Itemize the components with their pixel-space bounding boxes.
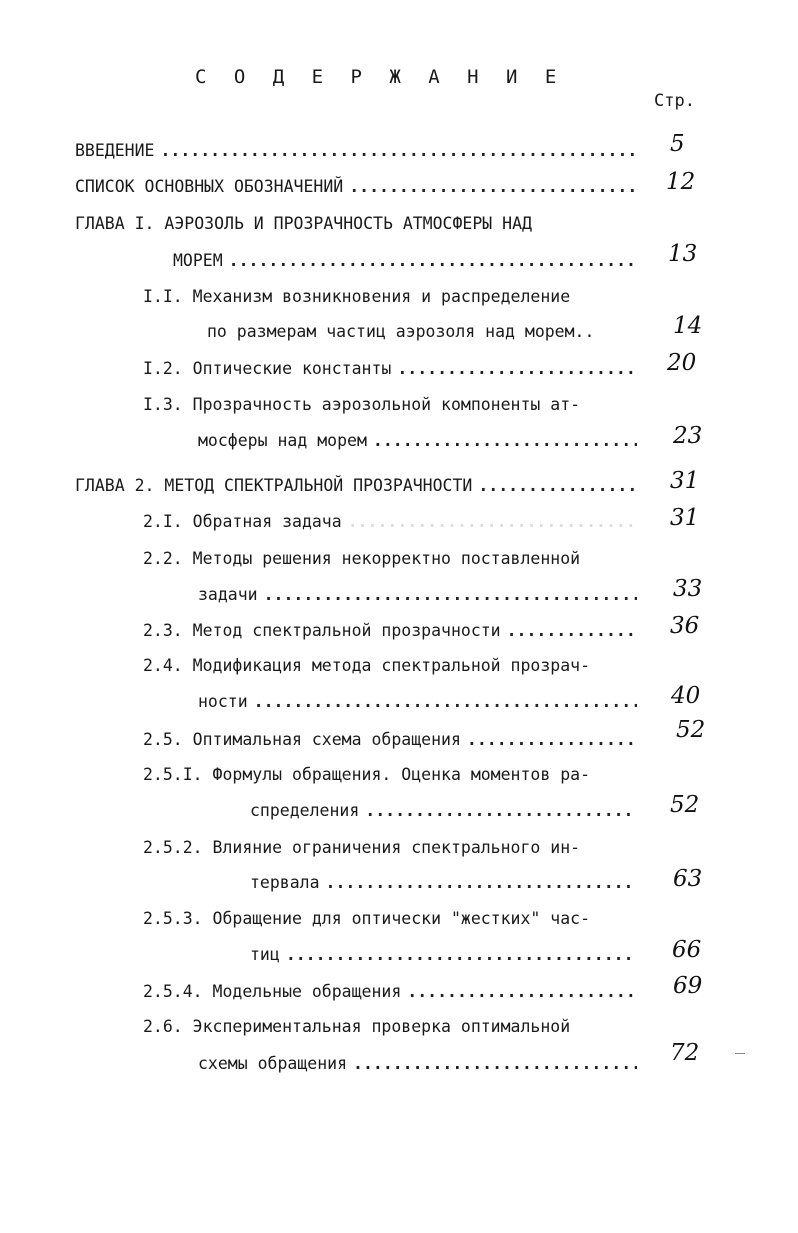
toc-entry-text: по размерам частиц аэрозоля над морем.. <box>207 322 595 341</box>
toc-entry-chapter-2 <box>75 476 637 495</box>
page-title: С О Д Е Р Ж А Н И Е <box>195 66 565 88</box>
toc-page-number: 20 <box>667 350 697 376</box>
toc-entry-text: 2.6. Экспериментальная проверка оптимальной <box>143 1017 571 1036</box>
toc-entry-1-3-line2 <box>198 431 637 450</box>
dot-leader <box>349 177 637 196</box>
toc-page-number: 33 <box>673 576 703 602</box>
toc-entry-1-3-line1 <box>143 395 580 414</box>
dot-leader <box>507 621 637 640</box>
toc-entry-1-1-line2 <box>207 322 594 341</box>
toc-entry-text: 2.5.4. Модельные обращения <box>143 982 402 1001</box>
toc-entry-2-1 <box>143 512 637 531</box>
toc-page-number: 52 <box>670 792 700 818</box>
toc-entry-2-5-1-line1 <box>143 765 590 784</box>
toc-entry-text: ВВЕДЕНИЕ <box>75 141 155 160</box>
toc-entry-text: задачи <box>198 585 258 604</box>
toc-entry-2-5-3-line1 <box>143 909 590 928</box>
toc-entry-1-1-line1 <box>143 287 570 306</box>
dot-leader <box>365 801 637 820</box>
dot-leader <box>286 945 637 964</box>
toc-entry-2-2-line2 <box>198 585 637 604</box>
dot-leader <box>264 585 637 604</box>
toc-entry-text: 2.I. Обратная задача <box>143 512 342 531</box>
toc-entry-2-5-4 <box>143 982 637 1001</box>
toc-page-number: 14 <box>673 313 703 339</box>
toc-entry-2-4-line2 <box>198 692 637 711</box>
dot-leader <box>407 982 637 1001</box>
toc-page-number: 72 <box>670 1040 700 1066</box>
toc-page-number: 40 <box>671 683 701 709</box>
toc-page-number: 63 <box>673 866 703 892</box>
toc-page-number: 52 <box>676 717 706 743</box>
toc-entry-text: ГЛАВА I. АЭРОЗОЛЬ И ПРОЗРАЧНОСТЬ АТМОСФЕРЫ НАД <box>75 214 532 233</box>
dot-leader <box>478 476 637 495</box>
dot-leader <box>229 251 637 270</box>
toc-page-number: 13 <box>668 241 698 267</box>
toc-entry-text: I.I. Механизм возникновения и распределение <box>143 287 571 306</box>
toc-entry-symbols <box>75 177 637 196</box>
toc-entry-2-2-line1 <box>143 549 580 568</box>
toc-entry-introduction <box>75 141 637 160</box>
toc-entry-2-3 <box>143 621 637 640</box>
toc-entry-2-4-line1 <box>143 656 590 675</box>
toc-entry-2-5-1-line2 <box>250 801 637 820</box>
toc-entry-text: 2.5.2. Влияние ограничения спектрального ин- <box>143 838 581 857</box>
margin-mark <box>735 1053 745 1054</box>
dot-leader <box>326 873 637 892</box>
dot-leader <box>397 359 637 378</box>
toc-entry-text: 2.2. Методы решения некорректно поставленной <box>143 549 581 568</box>
toc-entry-chapter-1-line1 <box>75 214 532 233</box>
toc-entry-2-6-line2 <box>198 1054 637 1073</box>
toc-entry-text: 2.4. Модификация метода спектральной прозрач- <box>143 656 591 675</box>
toc-entry-2-5 <box>143 730 637 749</box>
dot-leader <box>373 431 637 450</box>
toc-entry-text: спределения <box>250 801 360 820</box>
dot-leader <box>348 512 637 531</box>
toc-entry-chapter-1-line2 <box>173 251 637 270</box>
toc-entry-2-6-line1 <box>143 1017 570 1036</box>
toc-entry-text: СПИСОК ОСНОВНЫХ ОБОЗНАЧЕНИЙ <box>75 177 344 196</box>
toc-page-number: 12 <box>666 169 696 195</box>
toc-entry-text: 2.5.3. Обращение для оптически "жестких" час- <box>143 909 591 928</box>
toc-page-number: 36 <box>670 613 700 639</box>
page-column-label: Стр. <box>654 91 695 111</box>
toc-entry-text: ГЛАВА 2. МЕТОД СПЕКТРАЛЬНОЙ ПРОЗРАЧНОСТИ <box>75 476 473 495</box>
toc-entry-2-5-2-line1 <box>143 838 580 857</box>
toc-entry-text: МОРЕМ <box>173 251 223 270</box>
toc-entry-text: мосферы над морем <box>198 431 367 450</box>
toc-entry-1-2 <box>143 359 637 378</box>
toc-entry-2-5-2-line2 <box>250 873 637 892</box>
toc-entry-text: тервала <box>250 873 320 892</box>
toc-entry-text: I.2. Оптические константы <box>143 359 392 378</box>
dot-leader <box>160 141 637 160</box>
toc-entry-text: тиц <box>250 945 280 964</box>
toc-page-number: 23 <box>673 423 703 449</box>
toc-page-number: 31 <box>670 468 700 494</box>
toc-page-number: 66 <box>672 937 702 963</box>
dot-leader <box>254 692 637 711</box>
toc-entry-text: 2.3. Метод спектральной прозрачности <box>143 621 501 640</box>
toc-entry-2-5-3-line2 <box>250 945 637 964</box>
toc-entry-text: 2.5.I. Формулы обращения. Оценка моментов ра- <box>143 765 591 784</box>
toc-entry-text: ности <box>198 692 248 711</box>
toc-page-number: 31 <box>670 505 700 531</box>
toc-page-number: 69 <box>673 973 703 999</box>
toc-page-number: 5 <box>670 131 685 157</box>
toc-entry-text: I.3. Прозрачность аэрозольной компоненты ат- <box>143 395 581 414</box>
toc-entry-text: 2.5. Оптимальная схема обращения <box>143 730 461 749</box>
dot-leader <box>353 1054 637 1073</box>
dot-leader <box>467 730 637 749</box>
toc-entry-text: схемы обращения <box>198 1054 348 1073</box>
